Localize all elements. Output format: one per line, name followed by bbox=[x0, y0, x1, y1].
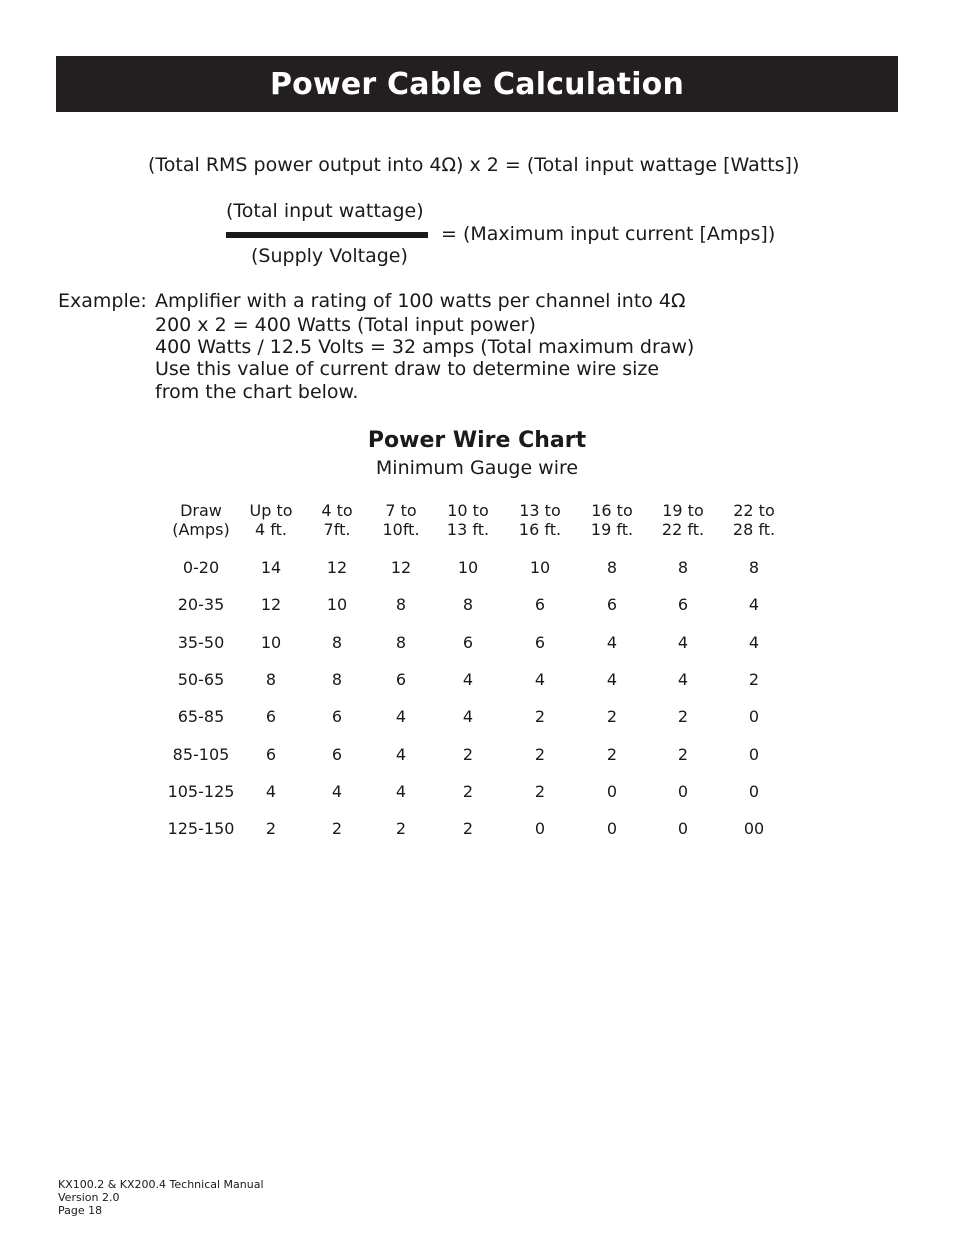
example-line: 400 Watts / 12.5 Volts = 32 amps (Total maximum draw) bbox=[155, 336, 695, 358]
gauge-cell: 0 bbox=[748, 782, 760, 801]
gauge-cell: 2 bbox=[677, 707, 689, 726]
column-header-length bbox=[447, 501, 489, 539]
gauge-cell: 8 bbox=[395, 633, 407, 652]
column-header-length bbox=[321, 501, 352, 539]
page-title: Power Cable Calculation bbox=[269, 66, 685, 102]
gauge-cell: 2 bbox=[677, 745, 689, 764]
gauge-cell: 4 bbox=[462, 670, 474, 689]
gauge-cell: 6 bbox=[265, 745, 277, 764]
gauge-cell: 0 bbox=[606, 782, 618, 801]
gauge-cell: 8 bbox=[395, 595, 407, 614]
column-header-line: 19 ft. bbox=[590, 520, 634, 539]
gauge-cell: 2 bbox=[462, 745, 474, 764]
gauge-cell: 10 bbox=[457, 558, 479, 577]
column-header-line: 16 ft. bbox=[518, 520, 562, 539]
column-header-line: 7ft. bbox=[323, 520, 351, 539]
gauge-cell: 4 bbox=[395, 707, 407, 726]
column-header-length bbox=[662, 501, 704, 539]
column-header-length bbox=[591, 501, 633, 539]
gauge-cell: 8 bbox=[331, 633, 343, 652]
gauge-cell: 4 bbox=[748, 595, 760, 614]
gauge-cell: 0 bbox=[748, 707, 760, 726]
gauge-cell: 10 bbox=[260, 633, 282, 652]
gauge-cell: 8 bbox=[606, 558, 618, 577]
gauge-cell: 6 bbox=[606, 595, 618, 614]
draw-range-cell: 105-125 bbox=[167, 782, 235, 801]
fraction-bar bbox=[226, 232, 428, 238]
draw-range-cell: 65-85 bbox=[177, 707, 225, 726]
gauge-cell: 2 bbox=[395, 819, 407, 838]
example-line: 200 x 2 = 400 Watts (Total input power) bbox=[155, 314, 536, 336]
gauge-cell: 0 bbox=[606, 819, 618, 838]
footer-version: Version 2.0 bbox=[58, 1191, 120, 1204]
gauge-cell: 4 bbox=[606, 633, 618, 652]
gauge-cell: 10 bbox=[529, 558, 551, 577]
column-header-length bbox=[249, 501, 292, 539]
gauge-cell: 4 bbox=[331, 782, 343, 801]
draw-range-cell: 50-65 bbox=[177, 670, 225, 689]
gauge-cell: 4 bbox=[395, 782, 407, 801]
column-header-line: 10ft. bbox=[382, 520, 420, 539]
formula-result: = (Maximum input current [Amps]) bbox=[441, 223, 776, 245]
draw-range-cell: 35-50 bbox=[177, 633, 225, 652]
gauge-cell: 6 bbox=[331, 745, 343, 764]
gauge-cell: 10 bbox=[326, 595, 348, 614]
column-header-line: 28 ft. bbox=[732, 520, 776, 539]
gauge-cell: 12 bbox=[326, 558, 348, 577]
chart-title: Power Wire Chart bbox=[367, 428, 587, 453]
gauge-cell: 8 bbox=[331, 670, 343, 689]
footer-manual-title: KX100.2 & KX200.4 Technical Manual bbox=[58, 1178, 264, 1191]
column-header-line: 19 to bbox=[662, 501, 704, 520]
draw-range-cell: 0-20 bbox=[182, 558, 220, 577]
column-header-line: 7 to bbox=[385, 501, 417, 520]
column-header-length bbox=[733, 501, 775, 539]
formula-denominator: (Supply Voltage) bbox=[251, 245, 408, 267]
gauge-cell: 0 bbox=[677, 819, 689, 838]
draw-range-cell: 20-35 bbox=[177, 595, 225, 614]
gauge-cell: 6 bbox=[462, 633, 474, 652]
footer bbox=[58, 1178, 264, 1217]
gauge-cell: 2 bbox=[534, 707, 546, 726]
gauge-cell: 8 bbox=[265, 670, 277, 689]
column-header-length bbox=[382, 501, 419, 539]
gauge-cell: 2 bbox=[748, 670, 760, 689]
column-header-line: 13 to bbox=[519, 501, 561, 520]
gauge-cell: 0 bbox=[748, 745, 760, 764]
gauge-cell: 2 bbox=[606, 707, 618, 726]
gauge-cell: 6 bbox=[534, 595, 546, 614]
gauge-cell: 12 bbox=[260, 595, 282, 614]
example-label: Example: bbox=[58, 290, 147, 312]
gauge-cell: 14 bbox=[260, 558, 282, 577]
gauge-cell: 6 bbox=[534, 633, 546, 652]
chart-subtitle: Minimum Gauge wire bbox=[375, 457, 579, 479]
column-header-line: 22 ft. bbox=[661, 520, 705, 539]
gauge-cell: 6 bbox=[265, 707, 277, 726]
column-header-line: 10 to bbox=[447, 501, 489, 520]
column-header-line: Up to bbox=[249, 501, 293, 520]
footer-page-number: Page 18 bbox=[58, 1204, 103, 1217]
gauge-cell: 8 bbox=[677, 558, 689, 577]
gauge-cell: 6 bbox=[677, 595, 689, 614]
gauge-cell: 2 bbox=[534, 782, 546, 801]
column-header-line: 13 ft. bbox=[446, 520, 490, 539]
gauge-cell: 2 bbox=[331, 819, 343, 838]
gauge-cell: 4 bbox=[534, 670, 546, 689]
gauge-cell: 8 bbox=[462, 595, 474, 614]
column-header-draw bbox=[172, 501, 230, 539]
gauge-cell: 2 bbox=[265, 819, 277, 838]
gauge-cell: 2 bbox=[606, 745, 618, 764]
example-line: Use this value of current draw to determine wire size bbox=[155, 358, 660, 380]
gauge-cell: 4 bbox=[462, 707, 474, 726]
formula-numerator: (Total input wattage) bbox=[226, 200, 424, 222]
example-line: from the chart below. bbox=[155, 381, 359, 403]
gauge-cell: 4 bbox=[677, 670, 689, 689]
column-header-line: 22 to bbox=[733, 501, 775, 520]
header-bar bbox=[56, 56, 898, 112]
gauge-cell: 00 bbox=[743, 819, 765, 838]
gauge-cell: 4 bbox=[395, 745, 407, 764]
column-header-line: 16 to bbox=[591, 501, 633, 520]
column-header-length bbox=[519, 501, 561, 539]
formula-total-input-wattage: (Total RMS power output into 4Ω) x 2 = (Total input wattage [Watts]) bbox=[148, 154, 800, 176]
gauge-cell: 4 bbox=[677, 633, 689, 652]
example-line: Amplifier with a rating of 100 watts per channel into 4Ω bbox=[155, 290, 686, 312]
column-header-line: 4 to bbox=[321, 501, 353, 520]
gauge-cell: 6 bbox=[331, 707, 343, 726]
gauge-cell: 4 bbox=[748, 633, 760, 652]
gauge-cell: 0 bbox=[677, 782, 689, 801]
gauge-cell: 12 bbox=[390, 558, 412, 577]
gauge-cell: 4 bbox=[265, 782, 277, 801]
gauge-cell: 0 bbox=[534, 819, 546, 838]
gauge-cell: 4 bbox=[606, 670, 618, 689]
column-header-line: (Amps) bbox=[172, 520, 230, 539]
gauge-cell: 2 bbox=[534, 745, 546, 764]
gauge-cell: 2 bbox=[462, 819, 474, 838]
draw-range-cell: 125-150 bbox=[167, 819, 235, 838]
column-header-line: 4 ft. bbox=[255, 520, 287, 539]
draw-range-cell: 85-105 bbox=[172, 745, 230, 764]
gauge-cell: 6 bbox=[395, 670, 407, 689]
gauge-cell: 8 bbox=[748, 558, 760, 577]
gauge-cell: 2 bbox=[462, 782, 474, 801]
column-header-line: Draw bbox=[180, 501, 222, 520]
